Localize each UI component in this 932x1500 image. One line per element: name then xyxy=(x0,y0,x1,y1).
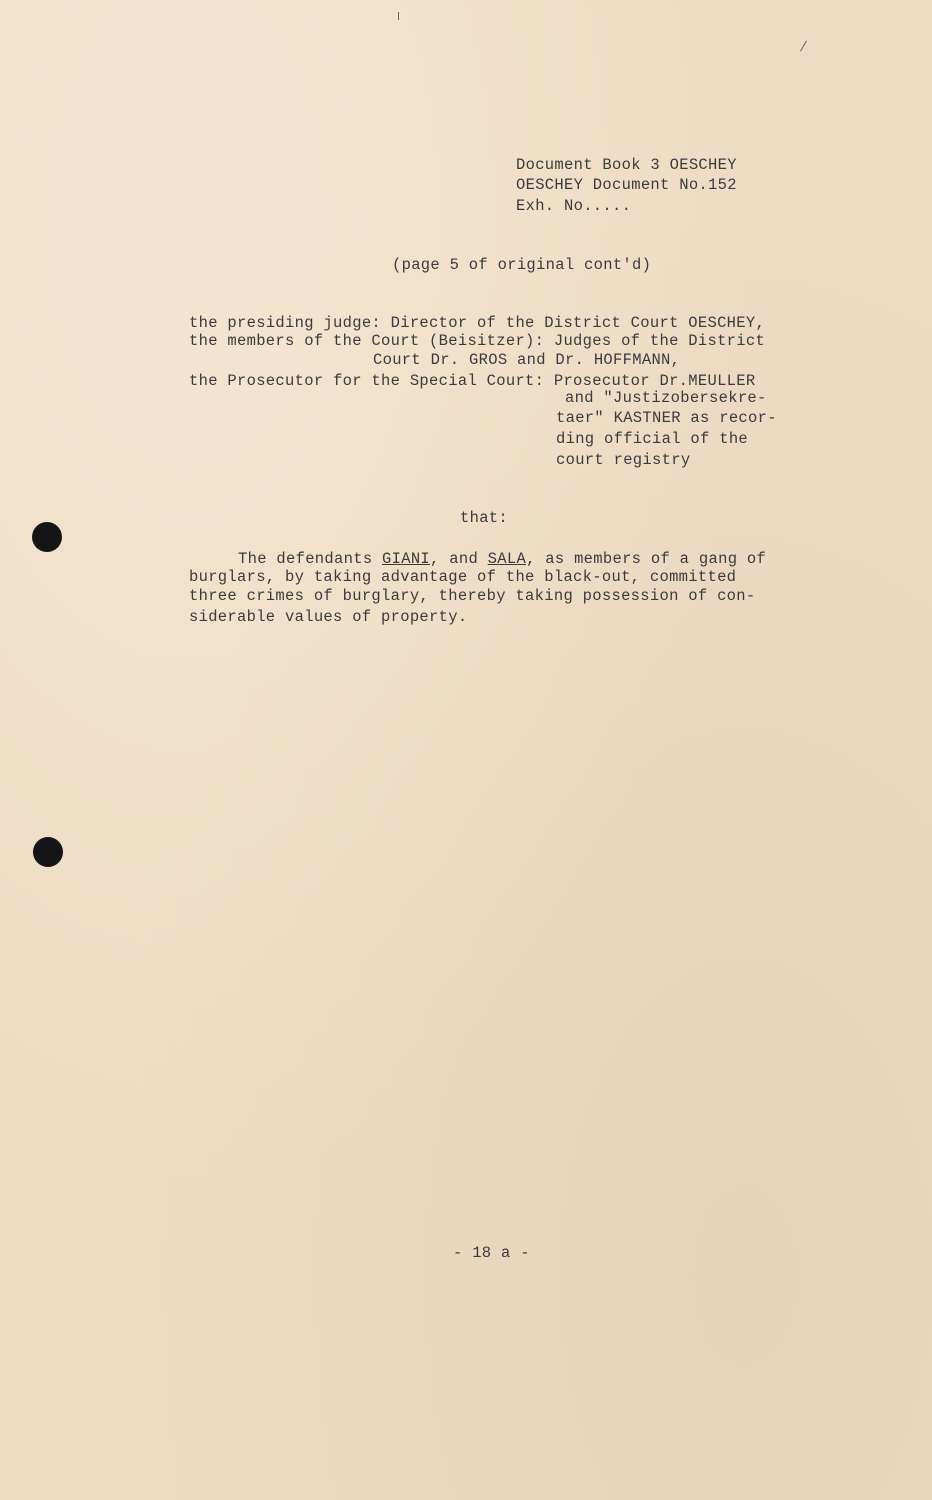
court-listing-row-8: court registry xyxy=(556,451,691,469)
court-listing-row-1: the presiding judge: Director of the District Court OESCHEY, xyxy=(189,314,766,332)
paragraph-line-3: three crimes of burglary, thereby taking possession of con- xyxy=(189,587,756,605)
that-heading: that: xyxy=(460,509,509,527)
punch-hole-lower xyxy=(33,837,63,867)
paragraph-text: , as members of a gang of xyxy=(526,550,767,568)
court-listing-row-3: Court Dr. GROS and Dr. HOFFMANN, xyxy=(373,351,681,369)
paragraph-text: , and xyxy=(430,550,488,568)
punch-hole-upper xyxy=(32,522,62,552)
paragraph-line-2: burglars, by taking advantage of the black-out, committed xyxy=(189,568,737,586)
court-listing-row-6: taer" KASTNER as recor- xyxy=(556,409,777,427)
page-number: - 18 a - xyxy=(453,1244,530,1262)
defendant-name-sala: SALA xyxy=(487,550,527,568)
paragraph-line-1 xyxy=(238,550,766,568)
pencil-mark xyxy=(800,41,807,52)
court-listing-row-4: the Prosecutor for the Special Court: Prosecutor Dr.MEULLER xyxy=(189,372,756,390)
paper-mark xyxy=(398,12,399,20)
header-document-book: Document Book 3 OESCHEY xyxy=(516,156,737,174)
header-exhibit-number: Exh. No..... xyxy=(516,197,632,215)
header-document-number: OESCHEY Document No.152 xyxy=(516,176,737,194)
paragraph-text: The defendants xyxy=(238,550,383,568)
defendant-name-giani: GIANI xyxy=(382,550,431,568)
court-listing-row-5: and "Justizobersekre- xyxy=(565,389,767,407)
court-listing-row-7: ding official of the xyxy=(556,430,749,448)
continuation-note: (page 5 of original cont'd) xyxy=(392,256,652,274)
paragraph-line-4: siderable values of property. xyxy=(189,608,468,626)
court-listing-row-2: the members of the Court (Beisitzer): Judges of the District xyxy=(189,332,766,350)
